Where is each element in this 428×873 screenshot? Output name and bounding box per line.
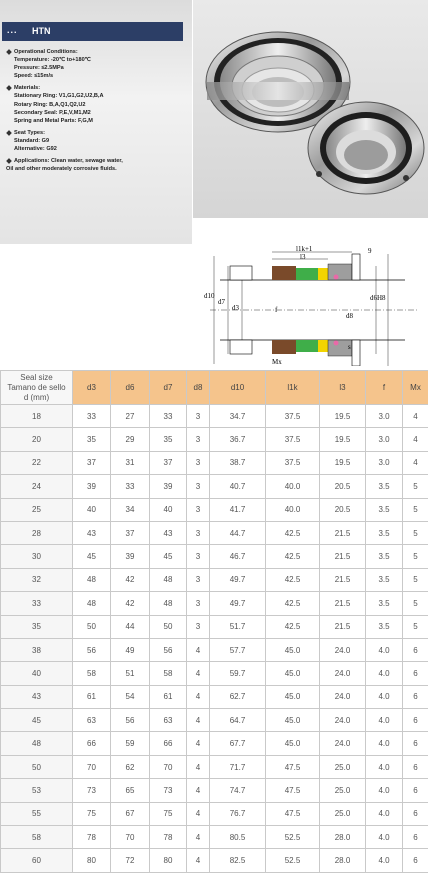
table-cell: 37 bbox=[111, 521, 150, 544]
column-header: d6 bbox=[111, 371, 150, 405]
table-cell: 19.5 bbox=[320, 428, 366, 451]
table-cell: 3 bbox=[187, 475, 210, 498]
operational-title: Operational Conditions: bbox=[6, 48, 192, 56]
table-cell: 43 bbox=[73, 521, 111, 544]
dimensions-table bbox=[0, 370, 428, 873]
table-cell: 24.0 bbox=[320, 638, 366, 661]
table-cell: 4.0 bbox=[366, 638, 403, 661]
table-cell: 35 bbox=[1, 615, 73, 638]
table-cell: 49.7 bbox=[210, 592, 266, 615]
table-cell: 3 bbox=[187, 615, 210, 638]
table-cell: 21.5 bbox=[320, 521, 366, 544]
header-dots: ... bbox=[7, 21, 18, 40]
table-cell: 82.5 bbox=[210, 849, 266, 872]
table-cell: 3 bbox=[187, 521, 210, 544]
table-cell: 21.5 bbox=[320, 615, 366, 638]
table-cell: 4.0 bbox=[366, 755, 403, 778]
table-cell: 45.0 bbox=[266, 732, 320, 755]
table-cell: 49.7 bbox=[210, 568, 266, 591]
table-cell: 24.0 bbox=[320, 709, 366, 732]
rotary-ring-text: Rotary Ring: B,A,Q1,Q2,U2 bbox=[6, 101, 192, 109]
pressure-text: Pressure: ≤2.5MPa bbox=[6, 64, 192, 72]
table-row bbox=[1, 826, 428, 849]
table-cell: 4 bbox=[187, 732, 210, 755]
table-row bbox=[1, 545, 428, 568]
table-cell: 3 bbox=[187, 498, 210, 521]
table-cell: 29 bbox=[111, 428, 150, 451]
table-cell: 36.7 bbox=[210, 428, 266, 451]
table-cell: 6 bbox=[403, 732, 428, 755]
column-header: d3 bbox=[73, 371, 111, 405]
table-cell: 72 bbox=[111, 849, 150, 872]
table-cell: 66 bbox=[73, 732, 111, 755]
table-cell: 37.5 bbox=[266, 451, 320, 474]
table-cell: 37 bbox=[150, 451, 187, 474]
table-cell: 40 bbox=[73, 498, 111, 521]
table-cell: 18 bbox=[1, 405, 73, 428]
table-cell: 20 bbox=[1, 428, 73, 451]
table-cell: 3 bbox=[187, 592, 210, 615]
table-cell: 3 bbox=[187, 405, 210, 428]
table-cell: 6 bbox=[403, 849, 428, 872]
table-cell: 4.0 bbox=[366, 732, 403, 755]
table-cell: 54 bbox=[111, 685, 150, 708]
table-cell: 42.5 bbox=[266, 592, 320, 615]
table-cell: 39 bbox=[73, 475, 111, 498]
table-cell: 4.0 bbox=[366, 685, 403, 708]
table-cell: 45.0 bbox=[266, 685, 320, 708]
table-cell: 25 bbox=[1, 498, 73, 521]
table-row bbox=[1, 475, 428, 498]
table-cell: 62.7 bbox=[210, 685, 266, 708]
table-row bbox=[1, 662, 428, 685]
table-cell: 39 bbox=[150, 475, 187, 498]
table-cell: 35 bbox=[150, 428, 187, 451]
table-row bbox=[1, 428, 428, 451]
table-cell: 25.0 bbox=[320, 755, 366, 778]
table-cell: 25.0 bbox=[320, 779, 366, 802]
table-cell: 24 bbox=[1, 475, 73, 498]
table-cell: 4.0 bbox=[366, 849, 403, 872]
table-cell: 6 bbox=[403, 709, 428, 732]
table-cell: 59 bbox=[111, 732, 150, 755]
table-cell: 5 bbox=[403, 615, 428, 638]
table-row bbox=[1, 405, 428, 428]
table-cell: 4 bbox=[187, 779, 210, 802]
table-cell: 4 bbox=[403, 405, 428, 428]
table-cell: 33 bbox=[111, 475, 150, 498]
secondary-seal-text: Secondary Seal: P,E,V,M1,M2 bbox=[6, 109, 192, 117]
table-cell: 37.5 bbox=[266, 428, 320, 451]
table-cell: 38 bbox=[1, 638, 73, 661]
table-cell: 58 bbox=[73, 662, 111, 685]
table-cell: 19.5 bbox=[320, 451, 366, 474]
temperature-text: Temperature: -20℃ to+180℃ bbox=[6, 56, 192, 64]
spring-metal-text: Spring and Metal Parts: F,G,M bbox=[6, 117, 192, 125]
table-cell: 4 bbox=[187, 755, 210, 778]
table-cell: 33 bbox=[73, 405, 111, 428]
applications-text: Applications: Clean water, sewage water, bbox=[6, 157, 192, 165]
table-cell: 42 bbox=[111, 568, 150, 591]
table-cell: 5 bbox=[403, 475, 428, 498]
table-cell: 63 bbox=[73, 709, 111, 732]
table-cell: 40.0 bbox=[266, 475, 320, 498]
table-cell: 5 bbox=[403, 521, 428, 544]
table-cell: 70 bbox=[150, 755, 187, 778]
table-cell: 34.7 bbox=[210, 405, 266, 428]
table-cell: 74.7 bbox=[210, 779, 266, 802]
table-cell: 3.0 bbox=[366, 428, 403, 451]
table-cell: 3.5 bbox=[366, 615, 403, 638]
table-cell: 3 bbox=[187, 568, 210, 591]
table-cell: 4 bbox=[187, 662, 210, 685]
table-cell: 38.7 bbox=[210, 451, 266, 474]
table-cell: 24.0 bbox=[320, 732, 366, 755]
table-cell: 52.5 bbox=[266, 849, 320, 872]
table-cell: 48 bbox=[150, 568, 187, 591]
table-cell: 3.5 bbox=[366, 545, 403, 568]
table-cell: 3.5 bbox=[366, 592, 403, 615]
table-cell: 4 bbox=[187, 802, 210, 825]
table-cell: 40 bbox=[1, 662, 73, 685]
table-cell: 56 bbox=[111, 709, 150, 732]
table-cell: 37 bbox=[73, 451, 111, 474]
table-cell: 34 bbox=[111, 498, 150, 521]
table-cell: 3.0 bbox=[366, 451, 403, 474]
table-cell: 75 bbox=[73, 802, 111, 825]
standard-seat-text: Standard: G9 bbox=[6, 137, 192, 145]
table-cell: 59.7 bbox=[210, 662, 266, 685]
column-header: l3 bbox=[320, 371, 366, 405]
table-cell: 28.0 bbox=[320, 849, 366, 872]
table-cell: 75 bbox=[150, 802, 187, 825]
table-cell: 62 bbox=[111, 755, 150, 778]
table-cell: 21.5 bbox=[320, 568, 366, 591]
column-header: f bbox=[366, 371, 403, 405]
seal-photo-image bbox=[193, 0, 428, 218]
table-cell: 4 bbox=[187, 849, 210, 872]
table-cell: 6 bbox=[403, 662, 428, 685]
table-cell: 6 bbox=[403, 685, 428, 708]
table-cell: 80.5 bbox=[210, 826, 266, 849]
table-row bbox=[1, 709, 428, 732]
table-cell: 21.5 bbox=[320, 592, 366, 615]
table-cell: 35 bbox=[73, 428, 111, 451]
table-row bbox=[1, 568, 428, 591]
table-cell: 71.7 bbox=[210, 755, 266, 778]
model-name: HTN bbox=[32, 22, 51, 41]
table-cell: 51.7 bbox=[210, 615, 266, 638]
table-cell: 30 bbox=[1, 545, 73, 568]
table-cell: 49 bbox=[111, 638, 150, 661]
label-l1k: l1k+1 bbox=[296, 246, 313, 253]
table-cell: 73 bbox=[150, 779, 187, 802]
table-row bbox=[1, 615, 428, 638]
table-cell: 27 bbox=[111, 405, 150, 428]
table-cell: 4 bbox=[187, 638, 210, 661]
table-cell: 67.7 bbox=[210, 732, 266, 755]
column-header: Seal size Tamano de sello d (mm) bbox=[1, 371, 73, 405]
specs-panel bbox=[0, 0, 192, 244]
table-header-row bbox=[1, 371, 428, 405]
table-cell: 58 bbox=[1, 826, 73, 849]
table-cell: 47.5 bbox=[266, 802, 320, 825]
column-header: d7 bbox=[150, 371, 187, 405]
label-d7: d7 bbox=[218, 298, 226, 306]
table-cell: 3.5 bbox=[366, 498, 403, 521]
table-cell: 21.5 bbox=[320, 545, 366, 568]
seat-types-title: Seat Types: bbox=[6, 129, 192, 137]
applications-text-2: Oil and other moderately corrosive fluids. bbox=[6, 165, 192, 173]
table-cell: 32 bbox=[1, 568, 73, 591]
table-cell: 24.0 bbox=[320, 685, 366, 708]
table-cell: 45 bbox=[1, 709, 73, 732]
stationary-ring-text: Stationary Ring: V1,G1,G2,U2,B,A bbox=[6, 92, 192, 100]
table-cell: 4 bbox=[403, 451, 428, 474]
materials-title: Materials: bbox=[6, 84, 192, 92]
table-row bbox=[1, 451, 428, 474]
table-cell: 3.5 bbox=[366, 475, 403, 498]
column-header: Mx bbox=[403, 371, 428, 405]
table-cell: 60 bbox=[1, 849, 73, 872]
table-cell: 6 bbox=[403, 779, 428, 802]
table-body bbox=[1, 405, 428, 873]
table-cell: 3.0 bbox=[366, 405, 403, 428]
table-cell: 4 bbox=[187, 826, 210, 849]
table-row bbox=[1, 592, 428, 615]
table-cell: 40 bbox=[150, 498, 187, 521]
table-row bbox=[1, 779, 428, 802]
table-cell: 48 bbox=[73, 568, 111, 591]
table-cell: 70 bbox=[111, 826, 150, 849]
label-s: s bbox=[348, 343, 351, 351]
table-row bbox=[1, 849, 428, 872]
table-cell: 80 bbox=[150, 849, 187, 872]
table-cell: 76.7 bbox=[210, 802, 266, 825]
table-cell: 55 bbox=[1, 802, 73, 825]
table-cell: 33 bbox=[1, 592, 73, 615]
table-cell: 57.7 bbox=[210, 638, 266, 661]
column-header: d10 bbox=[210, 371, 266, 405]
table-cell: 51 bbox=[111, 662, 150, 685]
table-cell: 5 bbox=[403, 592, 428, 615]
table-cell: 6 bbox=[403, 802, 428, 825]
table-cell: 42.5 bbox=[266, 521, 320, 544]
table-cell: 19.5 bbox=[320, 405, 366, 428]
table-cell: 42.5 bbox=[266, 615, 320, 638]
table-cell: 37.5 bbox=[266, 405, 320, 428]
label-d6h8: d6H8 bbox=[370, 294, 386, 302]
table-cell: 64.7 bbox=[210, 709, 266, 732]
table-cell: 5 bbox=[403, 568, 428, 591]
table-cell: 48 bbox=[1, 732, 73, 755]
table-row bbox=[1, 638, 428, 661]
product-photo bbox=[193, 0, 428, 218]
table-cell: 4 bbox=[187, 709, 210, 732]
table-cell: 3 bbox=[187, 428, 210, 451]
table-cell: 78 bbox=[150, 826, 187, 849]
table-cell: 5 bbox=[403, 498, 428, 521]
table-cell: 45 bbox=[150, 545, 187, 568]
table-cell: 42.5 bbox=[266, 545, 320, 568]
table-cell: 42.5 bbox=[266, 568, 320, 591]
table-cell: 4 bbox=[403, 428, 428, 451]
table-cell: 3 bbox=[187, 451, 210, 474]
table-cell: 45.0 bbox=[266, 662, 320, 685]
table-cell: 78 bbox=[73, 826, 111, 849]
table-cell: 24.0 bbox=[320, 662, 366, 685]
specs-list bbox=[6, 48, 192, 173]
table-cell: 43 bbox=[1, 685, 73, 708]
table-cell: 6 bbox=[403, 638, 428, 661]
table-cell: 4.0 bbox=[366, 709, 403, 732]
table-cell: 40.7 bbox=[210, 475, 266, 498]
table-cell: 47.5 bbox=[266, 755, 320, 778]
table-cell: 20.5 bbox=[320, 475, 366, 498]
table-cell: 67 bbox=[111, 802, 150, 825]
table-cell: 33 bbox=[150, 405, 187, 428]
table-row bbox=[1, 755, 428, 778]
table-cell: 25.0 bbox=[320, 802, 366, 825]
table-row bbox=[1, 521, 428, 544]
table-cell: 70 bbox=[73, 755, 111, 778]
table-cell: 50 bbox=[150, 615, 187, 638]
table-cell: 4.0 bbox=[366, 779, 403, 802]
table-cell: 41.7 bbox=[210, 498, 266, 521]
table-cell: 46.7 bbox=[210, 545, 266, 568]
table-row bbox=[1, 685, 428, 708]
table-cell: 42 bbox=[111, 592, 150, 615]
table-cell: 56 bbox=[73, 638, 111, 661]
table-cell: 4.0 bbox=[366, 826, 403, 849]
table-cell: 45.0 bbox=[266, 709, 320, 732]
table-cell: 6 bbox=[403, 755, 428, 778]
table-cell: 66 bbox=[150, 732, 187, 755]
table-cell: 3.5 bbox=[366, 521, 403, 544]
table-cell: 63 bbox=[150, 709, 187, 732]
label-l3: l3 bbox=[300, 253, 306, 261]
alternative-seat-text: Alternative: G92 bbox=[6, 145, 192, 153]
table-cell: 31 bbox=[111, 451, 150, 474]
table-cell: 61 bbox=[150, 685, 187, 708]
table-cell: 50 bbox=[1, 755, 73, 778]
column-header: d8 bbox=[187, 371, 210, 405]
table-cell: 6 bbox=[403, 826, 428, 849]
table-cell: 43 bbox=[150, 521, 187, 544]
column-header: l1k bbox=[266, 371, 320, 405]
table-cell: 3 bbox=[187, 545, 210, 568]
table-row bbox=[1, 802, 428, 825]
table-cell: 52.5 bbox=[266, 826, 320, 849]
label-f: f bbox=[275, 306, 278, 314]
label-d8: d8 bbox=[346, 312, 354, 320]
table-cell: 28.0 bbox=[320, 826, 366, 849]
table-cell: 20.5 bbox=[320, 498, 366, 521]
table-cell: 45 bbox=[73, 545, 111, 568]
technical-drawing bbox=[200, 246, 428, 366]
model-header bbox=[2, 22, 183, 41]
table-cell: 56 bbox=[150, 638, 187, 661]
table-cell: 4.0 bbox=[366, 802, 403, 825]
table-cell: 73 bbox=[73, 779, 111, 802]
label-nine: 9 bbox=[368, 247, 372, 255]
table-cell: 45.0 bbox=[266, 638, 320, 661]
table-cell: 47.5 bbox=[266, 779, 320, 802]
table-cell: 4 bbox=[187, 685, 210, 708]
table-cell: 4.0 bbox=[366, 662, 403, 685]
label-d3: d3 bbox=[232, 304, 240, 312]
table-cell: 5 bbox=[403, 545, 428, 568]
table-cell: 28 bbox=[1, 521, 73, 544]
table-row bbox=[1, 498, 428, 521]
table-cell: 48 bbox=[73, 592, 111, 615]
table-cell: 58 bbox=[150, 662, 187, 685]
speed-text: Speed: ≤15m/s bbox=[6, 72, 192, 80]
label-mx: Mx bbox=[272, 358, 282, 366]
table-cell: 65 bbox=[111, 779, 150, 802]
table-row bbox=[1, 732, 428, 755]
table-cell: 40.0 bbox=[266, 498, 320, 521]
label-d10: d10 bbox=[204, 292, 215, 300]
table-cell: 50 bbox=[73, 615, 111, 638]
table-cell: 39 bbox=[111, 545, 150, 568]
table-cell: 3.5 bbox=[366, 568, 403, 591]
table-cell: 53 bbox=[1, 779, 73, 802]
table-cell: 22 bbox=[1, 451, 73, 474]
table-cell: 44.7 bbox=[210, 521, 266, 544]
table-cell: 48 bbox=[150, 592, 187, 615]
table-cell: 61 bbox=[73, 685, 111, 708]
table-cell: 44 bbox=[111, 615, 150, 638]
table-cell: 80 bbox=[73, 849, 111, 872]
